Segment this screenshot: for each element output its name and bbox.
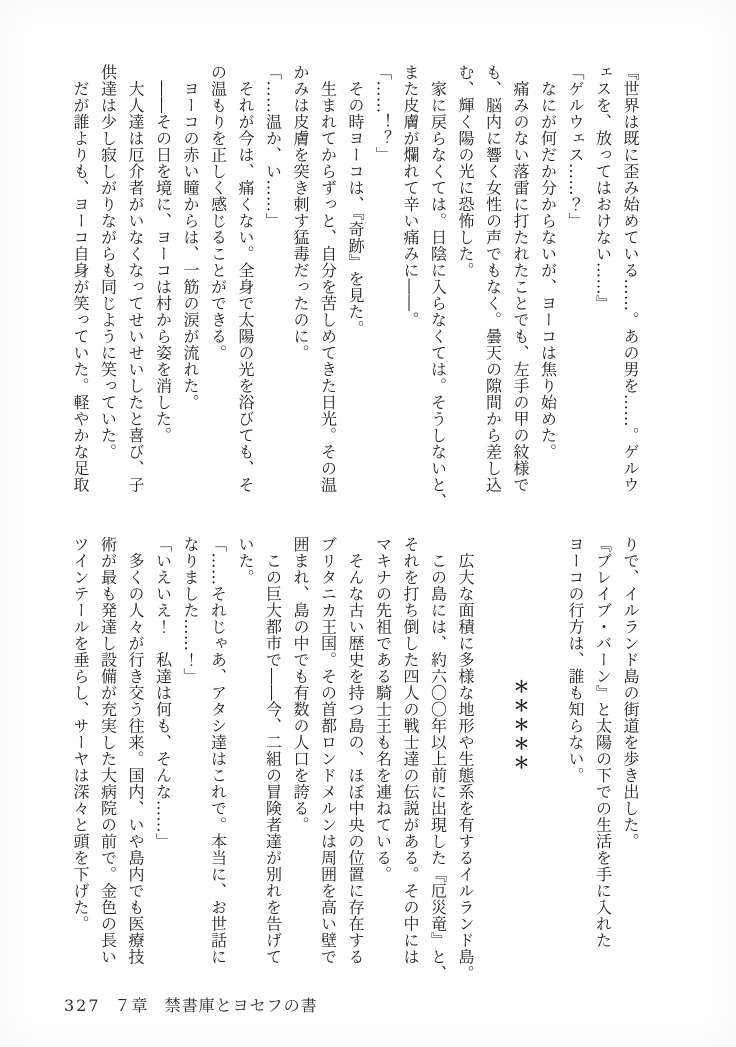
text-column: なにが何だか分からないが、ヨーコは焦り始めた。 xyxy=(538,64,558,460)
text-column: 家に戻らなくては。日陰に入らなくては。そうしないと、 xyxy=(428,64,448,510)
text-column: この巨大都市で――今、二組の冒険者達が別れを告げて xyxy=(263,536,283,965)
text-column: マキナの先祖である騎士王も名を連ねている。 xyxy=(373,536,393,883)
text-column: 「……温か、い……」 xyxy=(263,64,283,229)
text-column: 生まれてからずっと、自分を苦しめてきた日光。その温 xyxy=(318,64,338,493)
text-column: ブリタニカ王国。その首都ロンドメルンは周囲を高い壁で xyxy=(318,536,338,965)
page-number: 327 xyxy=(64,996,101,1015)
text-column: それが今は、痛くない。全身で太陽の光を浴びても、そ xyxy=(236,64,255,493)
text-column: 囲まれ、島の中でも有数の人口を誇る。 xyxy=(291,536,310,833)
text-column: その時ヨーコは、『奇跡』を見た。 xyxy=(346,64,365,337)
section-separator: ＊＊＊＊＊ xyxy=(511,678,530,773)
text-column: いた。 xyxy=(236,536,255,586)
text-column: 多くの人々が行き交う往来。国内、いや島内でも医療技 xyxy=(126,536,145,965)
text-column: 術が最も発達し設備が充実した大病院の前で。金色の長い xyxy=(98,536,118,965)
text-column: なりました……！」 xyxy=(181,536,200,685)
text-column: ヨーコの赤い瞳からは、一筋の涙が流れた。 xyxy=(181,64,200,411)
text-column: また皮膚が爛れて辛い痛みに――。 xyxy=(401,64,420,328)
text-column: りで、イルランド島の街道を歩き出した。 xyxy=(621,536,640,850)
text-column: の温もりを正しく感じることができる。 xyxy=(208,64,228,361)
text-column: 『ブレイブ・バーン』と太陽の下での生活を手に入れた xyxy=(593,536,613,949)
text-column: 「いえいえ！ 私達は何も、そんな……」 xyxy=(153,536,173,850)
text-column: も、脳内に響く女性の声でもなく。曇天の隙間から差し込 xyxy=(483,64,503,493)
text-column: ――その日を境に、ヨーコは村から姿を消した。 xyxy=(153,64,173,444)
text-column: この島には、約六〇〇年以上前に出現した『厄災竜』と、 xyxy=(428,536,448,982)
top-text-block xyxy=(67,64,645,510)
text-column: 大人達は厄介者がいなくなってせいせいしたと喜び、子 xyxy=(126,64,145,493)
chapter-title: 禁書庫とヨセフの書 xyxy=(164,996,318,1015)
text-column: ツインテールを垂らし、サーヤは深々と頭を下げた。 xyxy=(71,536,90,932)
text-column: 広大な面積に多様な地形や生態系を有するイルランド島。 xyxy=(456,536,475,982)
bottom-text-block xyxy=(67,536,645,982)
page-footer xyxy=(64,993,318,1016)
text-column: 供達は少し寂しがりながらも同じように笑っていた。 xyxy=(98,64,118,460)
text-column: かみは皮膚を突き刺す猛毒だったのに。 xyxy=(291,64,310,361)
text-column: 「……！？」 xyxy=(373,64,393,163)
text-column: 『世界は既に歪み始めている……。あの男を……。ゲルウ xyxy=(621,64,640,493)
text-column: 痛みのない落雷に打たれたことでも、左手の甲の紋様で xyxy=(511,64,530,493)
text-column: 「ゲルウェス……？」 xyxy=(566,64,585,229)
text-column: それを打ち倒した四人の戦士達の伝説がある。その中には xyxy=(401,536,420,965)
text-column: ヨーコの行方は、誰も知らない。 xyxy=(566,536,585,784)
text-column: ェスを、放ってはおけない……』 xyxy=(593,64,613,312)
text-column: む、輝く陽の光に恐怖した。 xyxy=(456,64,475,279)
text-column: だが誰よりも、ヨーコ自身が笑っていた。軽やかな足取 xyxy=(71,64,90,493)
chapter-label: ７章 xyxy=(114,996,149,1015)
blank-column xyxy=(534,536,562,972)
blank-column xyxy=(479,536,507,972)
text-column: そんな古い歴史を持つ島の、ほぼ中央の位置に存在する xyxy=(346,536,365,965)
text-column: 「……それじゃあ、アタシ達はこれで。本当に、お世話に xyxy=(208,536,228,965)
